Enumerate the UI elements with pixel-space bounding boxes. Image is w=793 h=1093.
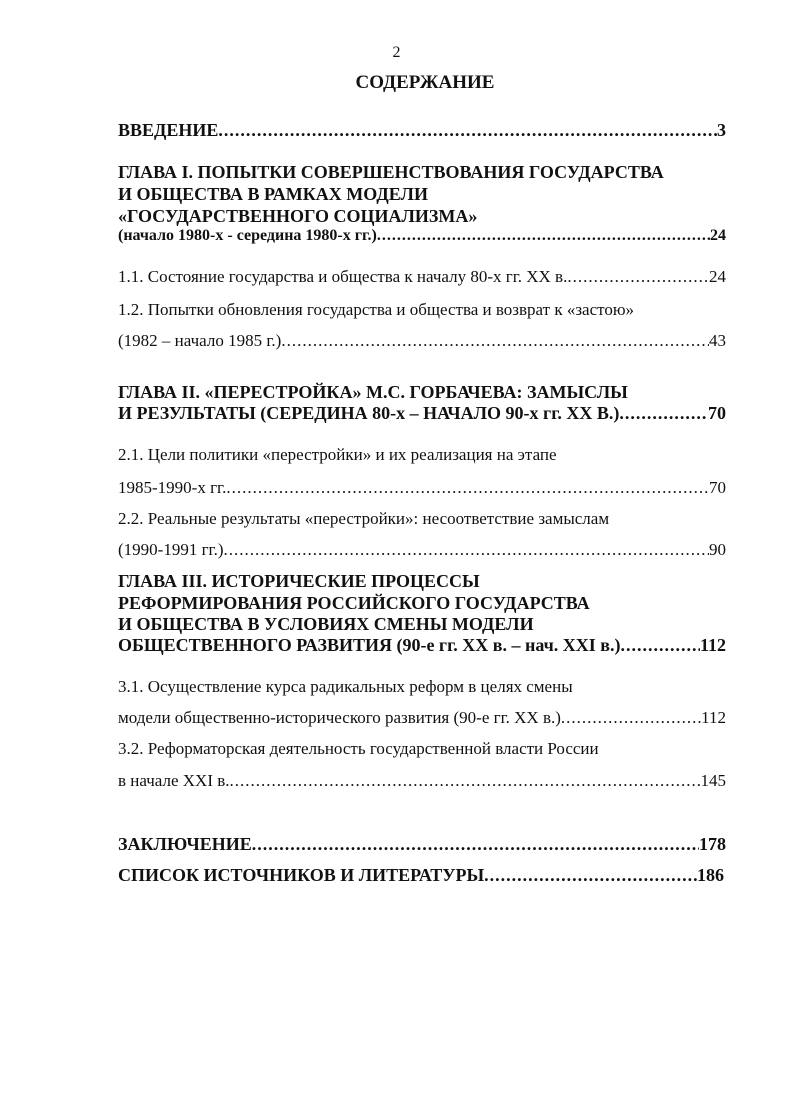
page-title: СОДЕРЖАНИЕ <box>355 72 495 93</box>
toc-entry-chapter-3[interactable] <box>118 635 726 656</box>
toc-page: 178 <box>699 834 726 854</box>
toc-label: ЗАКЛЮЧЕНИЕ <box>118 834 252 854</box>
toc-entry-2-1-line: 2.1. Цели политики «перестройки» и их реализация на этапе <box>118 445 557 464</box>
toc-page: 112 <box>701 708 726 727</box>
toc-page: 24 <box>709 267 726 286</box>
toc-leader <box>218 120 717 141</box>
toc-page: 145 <box>700 771 726 790</box>
toc-label: (начало 1980-х - середина 1980-х гг.) <box>118 227 377 244</box>
toc-leader <box>224 540 709 560</box>
chapter-2-heading-line: ГЛАВА II. «ПЕРЕСТРОЙКА» М.С. ГОРБАЧЕВА: ЗАМЫСЛЫ <box>118 382 628 402</box>
toc-page: 43 <box>709 331 726 350</box>
toc-leader <box>561 708 701 728</box>
toc-page: 24 <box>710 227 726 244</box>
chapter-3-heading-line: И ОБЩЕСТВА В УСЛОВИЯХ СМЕНЫ МОДЕЛИ <box>118 614 534 634</box>
toc-page: 90 <box>709 540 726 559</box>
toc-entry-chapter-2[interactable] <box>118 403 726 424</box>
chapter-1-heading-line: И ОБЩЕСТВА В РАМКАХ МОДЕЛИ <box>118 184 428 204</box>
toc-label: в начале XXI в. <box>118 771 230 790</box>
toc-label: модели общественно-исторического развития (90-е гг. XX в.) <box>118 708 561 727</box>
toc-leader <box>619 403 708 424</box>
chapter-3-heading-line: РЕФОРМИРОВАНИЯ РОССИЙСКОГО ГОСУДАРСТВА <box>118 593 590 613</box>
toc-entry-3-2[interactable] <box>118 771 726 791</box>
page-number: 2 <box>392 44 401 61</box>
toc-page: 70 <box>708 403 726 423</box>
toc-page: 112 <box>699 635 726 655</box>
toc-label: 1985-1990-х гг. <box>118 478 227 497</box>
toc-entry-intro[interactable] <box>118 120 726 141</box>
toc-entry-3-1[interactable] <box>118 708 726 728</box>
toc-page: 3 <box>717 120 726 140</box>
toc-entry-1-1[interactable] <box>118 267 726 287</box>
toc-label: ОБЩЕСТВЕННОГО РАЗВИТИЯ (90-е гг. XX в. – нач. XXI в.) <box>118 635 621 655</box>
toc-leader <box>621 635 700 656</box>
toc-leader <box>252 834 699 855</box>
toc-leader <box>377 227 710 245</box>
toc-entry-1-2-line: 1.2. Попытки обновления государства и общества и возврат к «застою» <box>118 300 635 319</box>
toc-entry-1-2[interactable] <box>118 331 726 351</box>
toc-label: СПИСОК ИСТОЧНИКОВ И ЛИТЕРАТУРЫ <box>118 865 485 885</box>
toc-leader <box>567 267 709 287</box>
toc-label: И РЕЗУЛЬТАТЫ (СЕРЕДИНА 80-х – НАЧАЛО 90-х гг. XX В.) <box>118 403 620 423</box>
chapter-3-heading-line: ГЛАВА III. ИСТОРИЧЕСКИЕ ПРОЦЕССЫ <box>118 571 480 591</box>
toc-entry-2-1[interactable] <box>118 478 726 498</box>
toc-entry-3-1-line: 3.1. Осуществление курса радикальных реформ в целях смены <box>118 677 573 696</box>
toc-entry-sources[interactable] <box>118 865 724 886</box>
toc-entry-2-2[interactable] <box>118 540 726 560</box>
toc-entry-conclusion[interactable] <box>118 834 726 855</box>
toc-leader <box>230 771 701 791</box>
toc-label: (1982 – начало 1985 г.) <box>118 331 282 350</box>
toc-leader <box>281 331 709 351</box>
toc-entry-2-2-line: 2.2. Реальные результаты «перестройки»: несоответствие замыслам <box>118 509 610 528</box>
chapter-1-heading-line: «ГОСУДАРСТВЕННОГО СОЦИАЛИЗМА» <box>118 206 478 226</box>
toc-leader <box>484 865 697 886</box>
toc-label: ВВЕДЕНИЕ <box>118 120 219 140</box>
toc-page: 70 <box>709 478 726 497</box>
toc-page: 186 <box>697 865 724 885</box>
toc-label: (1990-1991 гг.) <box>118 540 224 559</box>
toc-entry-chapter-1[interactable] <box>118 227 726 245</box>
chapter-1-heading-line: ГЛАВА I. ПОПЫТКИ СОВЕРШЕНСТВОВАНИЯ ГОСУДАРСТВА <box>118 162 664 182</box>
toc-leader <box>226 478 709 498</box>
toc-label: 1.1. Состояние государства и общества к началу 80-х гг. XX в. <box>118 267 568 286</box>
toc-entry-3-2-line: 3.2. Реформаторская деятельность государственной власти России <box>118 739 599 758</box>
